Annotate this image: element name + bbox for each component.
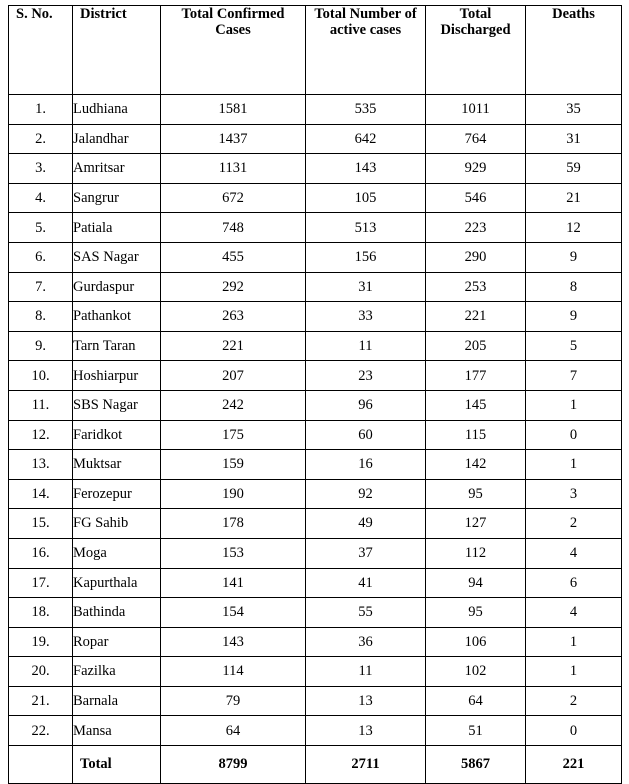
cell-district: Pathankot (73, 302, 161, 332)
table-row (9, 154, 622, 184)
cell-total-active-cases: 11 (306, 657, 426, 687)
cell-district: Amritsar (73, 154, 161, 184)
cell-total-discharged: 102 (426, 657, 526, 687)
column-header-total-confirmed-cases-line2: Cases (215, 22, 251, 39)
cell-total-discharged: 51 (426, 716, 526, 746)
cell-total-discharged: 223 (426, 213, 526, 243)
cell-total-active-cases: 55 (306, 598, 426, 628)
table-total-row (9, 746, 622, 784)
cell-deaths: 21 (526, 183, 622, 213)
cell-total-discharged: 221 (426, 302, 526, 332)
total-cell-serial-number (9, 746, 73, 784)
covid-district-table (8, 5, 622, 784)
cell-district: Muktsar (73, 450, 161, 480)
table-row (9, 450, 622, 480)
total-cell-total-active-cases: 2711 (306, 746, 426, 784)
column-header-total-active-cases-line2: active cases (329, 22, 402, 39)
cell-serial-number: 10. (9, 361, 73, 391)
cell-district: Kapurthala (73, 568, 161, 598)
cell-deaths: 7 (526, 361, 622, 391)
table-row (9, 331, 622, 361)
table-row (9, 302, 622, 332)
table-row (9, 686, 622, 716)
cell-total-discharged: 546 (426, 183, 526, 213)
table-header (9, 6, 622, 95)
cell-total-active-cases: 535 (306, 95, 426, 125)
cell-total-discharged: 205 (426, 331, 526, 361)
table-row (9, 627, 622, 657)
cell-total-active-cases: 33 (306, 302, 426, 332)
cell-serial-number: 18. (9, 598, 73, 628)
cell-district: Tarn Taran (73, 331, 161, 361)
cell-total-active-cases: 11 (306, 331, 426, 361)
total-cell-total-discharged: 5867 (426, 746, 526, 784)
cell-total-confirmed-cases: 114 (161, 657, 306, 687)
cell-serial-number: 8. (9, 302, 73, 332)
cell-total-confirmed-cases: 748 (161, 213, 306, 243)
cell-deaths: 12 (526, 213, 622, 243)
cell-total-confirmed-cases: 159 (161, 450, 306, 480)
total-cell-deaths: 221 (526, 746, 622, 784)
cell-district: Bathinda (73, 598, 161, 628)
cell-district: SAS Nagar (73, 242, 161, 272)
cell-deaths: 8 (526, 272, 622, 302)
cell-total-confirmed-cases: 79 (161, 686, 306, 716)
cell-deaths: 9 (526, 242, 622, 272)
cell-deaths: 0 (526, 420, 622, 450)
cell-deaths: 35 (526, 95, 622, 125)
column-header-serial-number: S. No. (9, 6, 73, 95)
cell-total-discharged: 106 (426, 627, 526, 657)
cell-district: Faridkot (73, 420, 161, 450)
covid-district-table-container (8, 5, 621, 784)
cell-district: FG Sahib (73, 509, 161, 539)
cell-serial-number: 3. (9, 154, 73, 184)
cell-total-confirmed-cases: 153 (161, 538, 306, 568)
cell-serial-number: 14. (9, 479, 73, 509)
table-body (9, 95, 622, 784)
table-row (9, 213, 622, 243)
cell-serial-number: 15. (9, 509, 73, 539)
column-header-total-active-cases-line1: Total Number of (314, 6, 417, 22)
column-header-total-confirmed-cases (161, 6, 306, 95)
cell-serial-number: 20. (9, 657, 73, 687)
cell-total-discharged: 64 (426, 686, 526, 716)
cell-district: SBS Nagar (73, 390, 161, 420)
total-cell-district: Total (73, 746, 161, 784)
cell-district: Hoshiarpur (73, 361, 161, 391)
cell-total-confirmed-cases: 1581 (161, 95, 306, 125)
table-row (9, 657, 622, 687)
table-row (9, 183, 622, 213)
cell-total-discharged: 253 (426, 272, 526, 302)
column-header-total-discharged (426, 6, 526, 95)
table-row (9, 420, 622, 450)
cell-deaths: 59 (526, 154, 622, 184)
cell-serial-number: 6. (9, 242, 73, 272)
cell-total-confirmed-cases: 207 (161, 361, 306, 391)
cell-total-active-cases: 642 (306, 124, 426, 154)
cell-deaths: 6 (526, 568, 622, 598)
table-row (9, 598, 622, 628)
cell-total-active-cases: 31 (306, 272, 426, 302)
cell-total-confirmed-cases: 455 (161, 242, 306, 272)
cell-total-discharged: 95 (426, 598, 526, 628)
cell-deaths: 4 (526, 598, 622, 628)
cell-district: Ludhiana (73, 95, 161, 125)
cell-total-confirmed-cases: 141 (161, 568, 306, 598)
cell-total-confirmed-cases: 178 (161, 509, 306, 539)
cell-total-active-cases: 60 (306, 420, 426, 450)
table-row (9, 242, 622, 272)
cell-district: Ferozepur (73, 479, 161, 509)
column-header-total-discharged-line1: Total (459, 6, 492, 22)
cell-total-active-cases: 23 (306, 361, 426, 391)
cell-total-active-cases: 41 (306, 568, 426, 598)
cell-deaths: 1 (526, 390, 622, 420)
cell-serial-number: 9. (9, 331, 73, 361)
cell-deaths: 3 (526, 479, 622, 509)
table-row (9, 568, 622, 598)
cell-district: Gurdaspur (73, 272, 161, 302)
cell-serial-number: 16. (9, 538, 73, 568)
cell-serial-number: 12. (9, 420, 73, 450)
table-row (9, 95, 622, 125)
cell-total-confirmed-cases: 64 (161, 716, 306, 746)
cell-total-discharged: 94 (426, 568, 526, 598)
cell-district: Barnala (73, 686, 161, 716)
column-header-deaths: Deaths (526, 6, 622, 95)
cell-deaths: 0 (526, 716, 622, 746)
cell-deaths: 1 (526, 627, 622, 657)
table-row (9, 479, 622, 509)
cell-total-discharged: 112 (426, 538, 526, 568)
cell-district: Mansa (73, 716, 161, 746)
table-row (9, 538, 622, 568)
cell-district: Fazilka (73, 657, 161, 687)
cell-total-active-cases: 13 (306, 686, 426, 716)
cell-deaths: 1 (526, 450, 622, 480)
cell-deaths: 2 (526, 509, 622, 539)
cell-total-confirmed-cases: 175 (161, 420, 306, 450)
cell-district: Ropar (73, 627, 161, 657)
cell-total-active-cases: 105 (306, 183, 426, 213)
cell-total-confirmed-cases: 221 (161, 331, 306, 361)
cell-serial-number: 5. (9, 213, 73, 243)
cell-total-active-cases: 37 (306, 538, 426, 568)
cell-total-confirmed-cases: 190 (161, 479, 306, 509)
cell-total-active-cases: 36 (306, 627, 426, 657)
cell-total-confirmed-cases: 154 (161, 598, 306, 628)
cell-serial-number: 22. (9, 716, 73, 746)
cell-total-discharged: 127 (426, 509, 526, 539)
cell-serial-number: 1. (9, 95, 73, 125)
cell-total-discharged: 764 (426, 124, 526, 154)
cell-total-discharged: 177 (426, 361, 526, 391)
cell-total-active-cases: 513 (306, 213, 426, 243)
cell-total-discharged: 145 (426, 390, 526, 420)
cell-deaths: 5 (526, 331, 622, 361)
total-cell-total-confirmed-cases: 8799 (161, 746, 306, 784)
cell-total-active-cases: 13 (306, 716, 426, 746)
cell-total-discharged: 115 (426, 420, 526, 450)
cell-total-confirmed-cases: 263 (161, 302, 306, 332)
cell-total-confirmed-cases: 1437 (161, 124, 306, 154)
cell-serial-number: 4. (9, 183, 73, 213)
cell-total-confirmed-cases: 1131 (161, 154, 306, 184)
cell-district: Sangrur (73, 183, 161, 213)
cell-serial-number: 13. (9, 450, 73, 480)
cell-total-active-cases: 156 (306, 242, 426, 272)
cell-district: Jalandhar (73, 124, 161, 154)
cell-total-active-cases: 16 (306, 450, 426, 480)
table-row (9, 509, 622, 539)
cell-district: Patiala (73, 213, 161, 243)
cell-deaths: 1 (526, 657, 622, 687)
cell-total-discharged: 929 (426, 154, 526, 184)
cell-serial-number: 2. (9, 124, 73, 154)
cell-serial-number: 7. (9, 272, 73, 302)
cell-total-discharged: 290 (426, 242, 526, 272)
cell-total-confirmed-cases: 292 (161, 272, 306, 302)
column-header-total-discharged-line2: Discharged (440, 22, 511, 39)
table-header-row (9, 6, 622, 95)
table-row (9, 124, 622, 154)
cell-serial-number: 11. (9, 390, 73, 420)
cell-serial-number: 19. (9, 627, 73, 657)
column-header-total-confirmed-cases-line1: Total Confirmed (181, 6, 285, 22)
table-row (9, 390, 622, 420)
cell-total-confirmed-cases: 672 (161, 183, 306, 213)
table-row (9, 272, 622, 302)
cell-total-discharged: 1011 (426, 95, 526, 125)
table-row (9, 361, 622, 391)
cell-deaths: 2 (526, 686, 622, 716)
column-header-district: District (73, 6, 161, 95)
cell-total-discharged: 142 (426, 450, 526, 480)
cell-total-active-cases: 96 (306, 390, 426, 420)
table-row (9, 716, 622, 746)
cell-total-active-cases: 143 (306, 154, 426, 184)
cell-total-active-cases: 49 (306, 509, 426, 539)
column-header-total-active-cases (306, 6, 426, 95)
cell-total-active-cases: 92 (306, 479, 426, 509)
cell-serial-number: 21. (9, 686, 73, 716)
cell-district: Moga (73, 538, 161, 568)
cell-serial-number: 17. (9, 568, 73, 598)
cell-deaths: 4 (526, 538, 622, 568)
cell-deaths: 9 (526, 302, 622, 332)
cell-total-confirmed-cases: 143 (161, 627, 306, 657)
cell-total-discharged: 95 (426, 479, 526, 509)
cell-deaths: 31 (526, 124, 622, 154)
cell-total-confirmed-cases: 242 (161, 390, 306, 420)
